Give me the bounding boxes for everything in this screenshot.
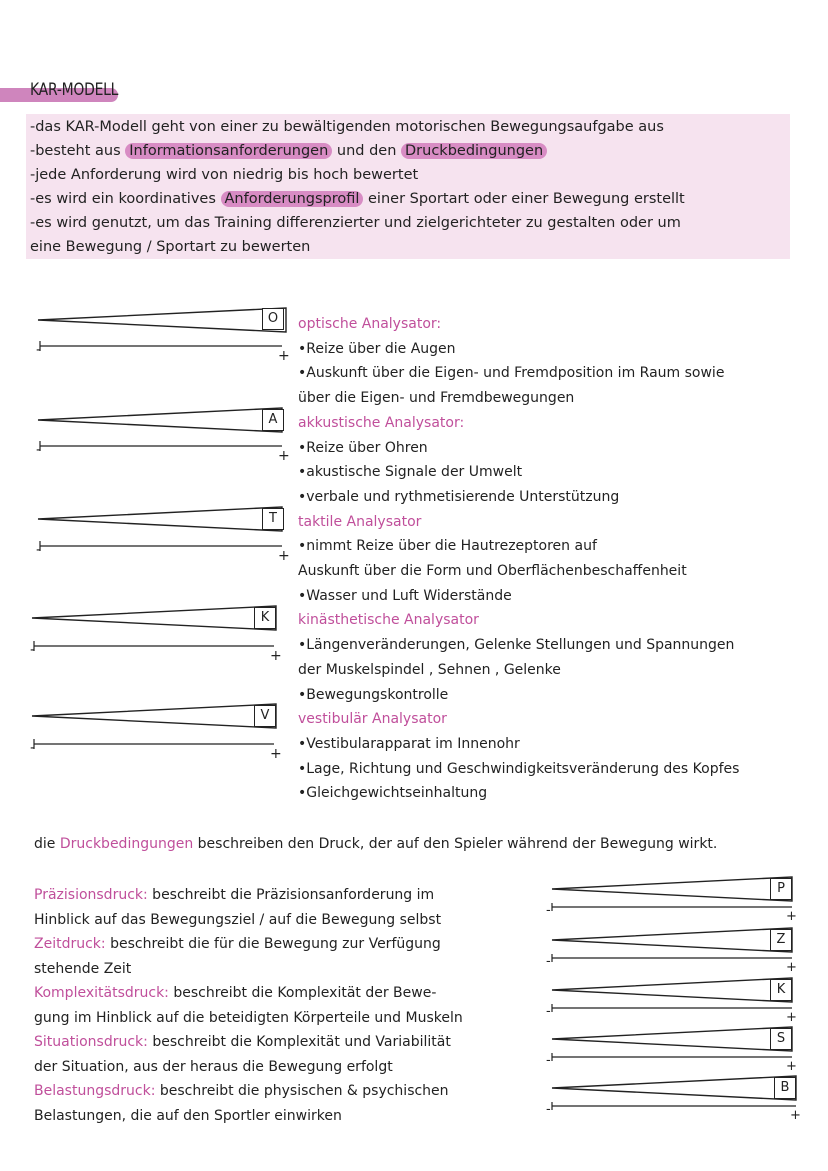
pressure-text: beschreibt die Präzisionsanforderung im (147, 887, 435, 903)
wedge-scale-k2 (546, 978, 810, 1026)
wedge-shape (30, 606, 290, 666)
intro-text: -besteht aus (30, 143, 126, 159)
analyzer-heading: akkustische Analysator: (298, 414, 465, 431)
analyzer-heading: kinästhetische Analysator (298, 612, 479, 629)
pressure-line (34, 957, 463, 982)
wedge-scale-t (36, 507, 296, 567)
druck-intro-text: die (34, 836, 60, 852)
pressure-line (34, 883, 463, 908)
wedge-scale-p (546, 877, 810, 925)
intro-text: -es wird genutzt, um das Training differenzierter und zielgerichteter zu gestalten oder um (30, 215, 681, 231)
pressure-term: Zeitdruck: (34, 936, 106, 952)
wedge-shape (36, 507, 296, 567)
pressure-text: Belastungen, die auf den Sportler einwirken (34, 1107, 342, 1124)
minus-sign: - (546, 903, 551, 918)
pressure-term: Belastungsdruck: (34, 1083, 156, 1099)
pressure-text: der Situation, aus der heraus die Bewegung erfolgt (34, 1058, 393, 1075)
pressure-text: beschreibt die Komplexität und Variabilität (147, 1034, 451, 1050)
pressure-text: stehende Zeit (34, 960, 132, 977)
analyzer-line: •verbale und rythmetisierende Unterstützung (298, 488, 620, 505)
letter-box: S (770, 1028, 792, 1050)
wedge-scale-a (36, 408, 296, 468)
analyzer-heading: vestibulär Analysator (298, 711, 447, 728)
minus-sign: - (30, 642, 36, 658)
analyzer-line: •nimmt Reize über die Hautrezeptoren auf (298, 538, 597, 555)
analyzer-line: •Reize über die Augen (298, 340, 456, 357)
pressure-line (34, 932, 463, 957)
pressure-line (34, 908, 463, 933)
highlight-term: Anforderungsprofil (221, 191, 364, 207)
pressure-text: beschreibt die physischen & psychischen (155, 1083, 449, 1099)
wedge-scale-o (36, 306, 296, 366)
intro-text: einer Sportart oder einer Bewegung erstellt (363, 191, 685, 207)
analyzer-line: •Auskunft über die Eigen- und Fremdposition im Raum sowie (298, 365, 725, 382)
pressure-line (34, 1006, 463, 1031)
pressure-text: Hinblick auf das Bewegungsziel / auf die Bewegung selbst (34, 911, 442, 928)
wedge-shape (550, 1076, 810, 1124)
plus-sign: + (786, 909, 797, 924)
letter-box: T (262, 508, 284, 530)
analyzer-line: •Lage, Richtung und Geschwindigkeitsveränderung des Kopfes (298, 760, 740, 777)
plus-sign: + (786, 1010, 797, 1025)
pressure-term: Komplexitätsdruck: (34, 985, 169, 1001)
pressure-line (34, 1079, 463, 1104)
pressure-text: gung im Hinblick auf die beteidigten Körperteile und Muskeln (34, 1009, 463, 1026)
minus-sign: - (30, 740, 36, 756)
wedge-scale-b (546, 1076, 810, 1124)
minus-sign: - (36, 542, 42, 558)
analyzer-line: •Längenveränderungen, Gelenke Stellungen und Spannungen (298, 637, 735, 654)
intro-list (30, 115, 685, 259)
plus-sign: + (786, 1059, 797, 1074)
pressure-line (34, 1030, 463, 1055)
wedge-scale-z (546, 928, 810, 976)
minus-sign: - (36, 342, 42, 358)
pressure-line (34, 1104, 463, 1129)
pressure-text: beschreibt die Komplexität der Bewe- (168, 985, 437, 1001)
analyzer-line: •Wasser und Luft Widerstände (298, 587, 512, 604)
intro-line (30, 211, 685, 235)
wedge-scale-v (30, 704, 290, 764)
plus-sign: + (278, 448, 290, 464)
analyzer-descriptions (298, 312, 739, 806)
minus-sign: - (546, 1053, 551, 1068)
intro-line (30, 139, 685, 163)
intro-text: -jede Anforderung wird von niedrig bis hoch bewertet (30, 167, 419, 183)
analyzer-line: Auskunft über die Form und Oberflächenbeschaffenheit (298, 563, 687, 580)
pressure-text: beschreibt die für die Bewegung zur Verfügung (105, 936, 441, 952)
letter-box: O (262, 308, 284, 330)
wedge-shape (36, 306, 296, 366)
highlight-term: Informationsanforderungen (125, 143, 332, 159)
wedge-scale-k (30, 606, 290, 666)
letter-box: A (262, 409, 284, 431)
analyzer-line: der Muskelspindel , Sehnen , Gelenke (298, 661, 561, 678)
plus-sign: + (278, 548, 290, 564)
wedge-shape (36, 408, 296, 468)
intro-line (30, 187, 685, 211)
plus-sign: + (790, 1108, 801, 1123)
minus-sign: - (546, 954, 551, 969)
analyzer-line: •Bewegungskontrolle (298, 686, 449, 703)
pressure-term: Präzisionsdruck: (34, 887, 148, 903)
plus-sign: + (270, 648, 282, 664)
intro-text: eine Bewegung / Sportart zu bewerten (30, 239, 311, 255)
letter-box: B (774, 1077, 796, 1099)
pressure-line (34, 1055, 463, 1080)
minus-sign: - (36, 442, 42, 458)
analyzer-line: •Reize über Ohren (298, 439, 428, 456)
intro-text: -das KAR-Modell geht von einer zu bewältigenden motorischen Bewegungsaufgabe aus (30, 119, 664, 135)
pressure-descriptions (34, 883, 463, 1128)
analyzer-line: über die Eigen- und Fremdbewegungen (298, 390, 575, 407)
analyzer-heading: taktile Analysator (298, 513, 422, 530)
analyzer-line: •akustische Signale der Umwelt (298, 464, 523, 481)
intro-line (30, 115, 685, 139)
intro-line (30, 163, 685, 187)
analyzer-line: •Vestibularapparat im Innenohr (298, 735, 520, 752)
highlight-term: Druckbedingungen (401, 143, 547, 159)
letter-box: K (770, 979, 792, 1001)
pressure-line (34, 981, 463, 1006)
analyzer-line: •Gleichgewichtseinhaltung (298, 785, 488, 802)
plus-sign: + (270, 746, 282, 762)
letter-box: Z (770, 929, 792, 951)
wedge-shape (30, 704, 290, 764)
druck-intro (34, 836, 717, 852)
druck-intro-text: beschreiben den Druck, der auf den Spieler während der Bewegung wirkt. (193, 836, 718, 852)
page-title: KAR-MODELL (30, 80, 119, 100)
minus-sign: - (546, 1102, 551, 1117)
analyzer-heading: optische Analysator: (298, 316, 442, 332)
druck-intro-term: Druckbedingungen (59, 836, 194, 852)
letter-box: P (770, 878, 792, 900)
plus-sign: + (278, 348, 290, 364)
minus-sign: - (546, 1004, 551, 1019)
intro-text: -es wird ein koordinatives (30, 191, 221, 207)
pressure-term: Situationsdruck: (34, 1034, 148, 1050)
letter-box: K (254, 607, 276, 629)
intro-line (30, 235, 685, 259)
plus-sign: + (786, 960, 797, 975)
wedge-scale-s (546, 1027, 810, 1075)
intro-text: und den (332, 143, 402, 159)
letter-box: V (254, 705, 276, 727)
